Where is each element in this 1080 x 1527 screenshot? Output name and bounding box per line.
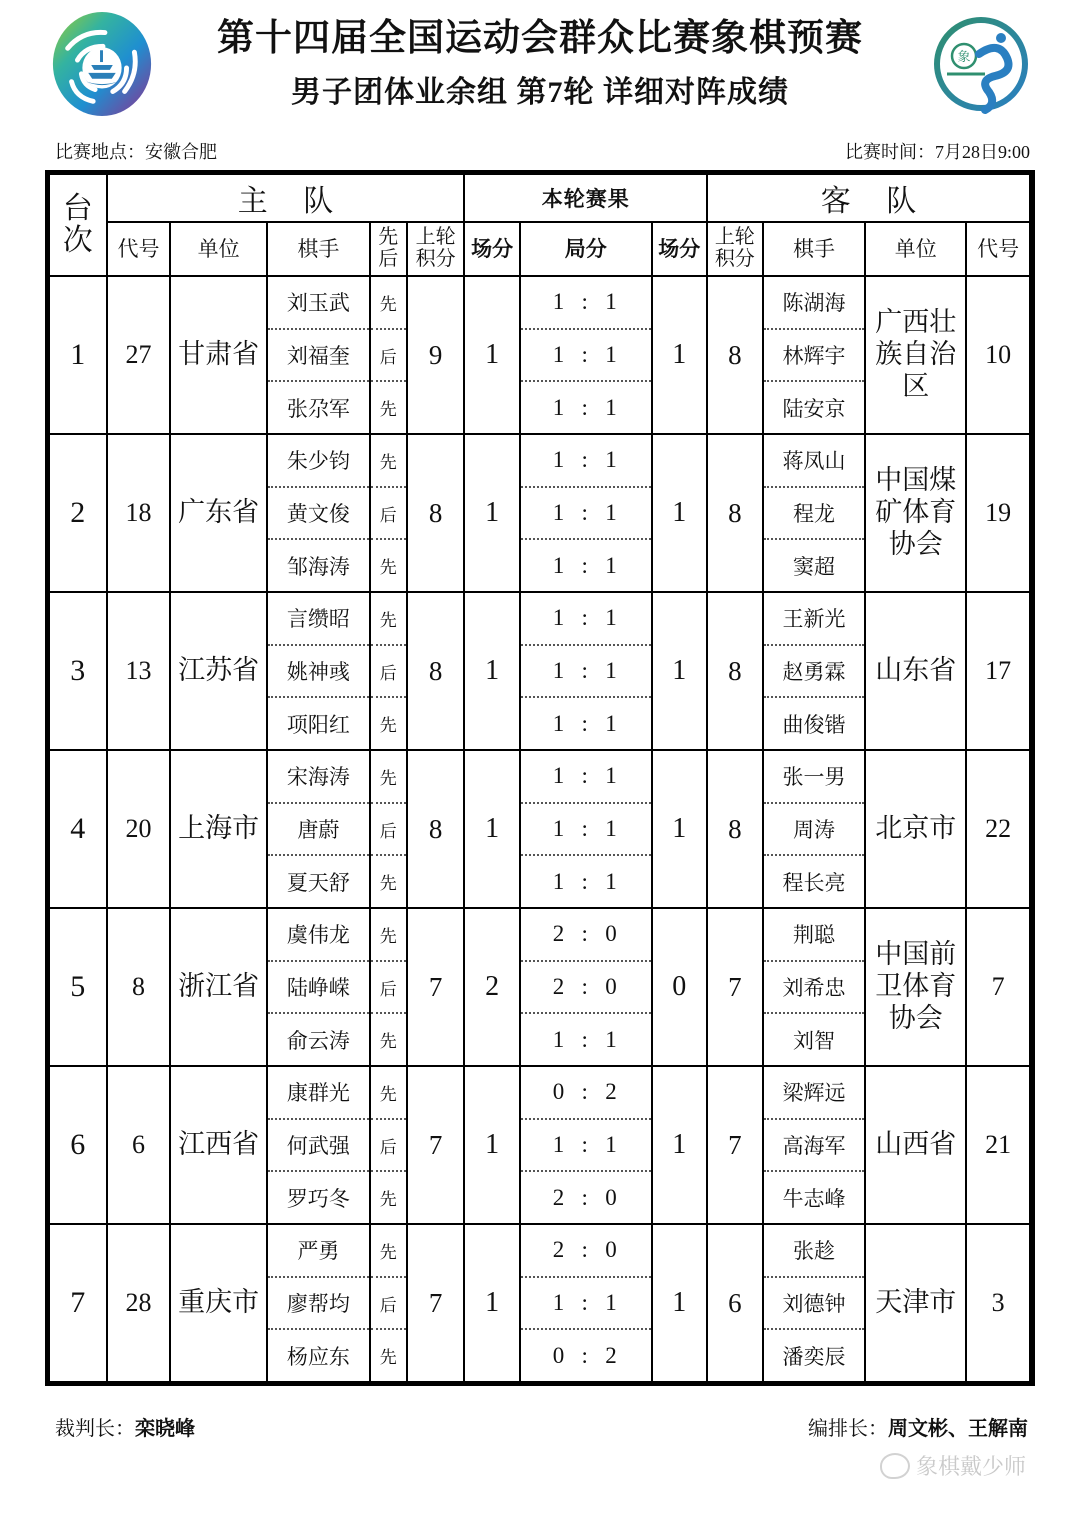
home-team-code: 8 [107, 908, 171, 1066]
results-table [48, 173, 1031, 1383]
home-team-name: 上海市 [170, 750, 267, 908]
home-player-name-cell [267, 276, 370, 434]
game-score-home: 2 [552, 974, 567, 999]
game-score-home: 1 [552, 289, 567, 315]
away-team-code: 3 [966, 1224, 1030, 1382]
game-score-away: 0 [605, 974, 619, 999]
game-score-home: 1 [552, 447, 567, 473]
game-score-home: 1 [552, 1132, 567, 1157]
score-separator: : [581, 1079, 590, 1105]
board-number: 5 [49, 908, 107, 1066]
title-block [45, 0, 1035, 115]
arranger-label: 编排长： [808, 1418, 888, 1440]
game-score-home: 1 [552, 763, 567, 789]
away-player-name: 赵勇霖 [764, 646, 865, 699]
game-score-home: 1 [552, 605, 567, 631]
home-team-code: 28 [107, 1224, 171, 1382]
away-player-name-cell [763, 592, 866, 750]
score-separator: : [581, 1132, 590, 1157]
home-team-code: 13 [107, 592, 171, 750]
arranger-line [808, 1412, 1028, 1441]
home-player-name: 康群光 [268, 1067, 369, 1120]
page-footer [55, 1412, 1030, 1482]
home-player-name-cell [267, 592, 370, 750]
column-header-home-team: 单位 [170, 222, 267, 276]
column-header-game-score: 局分 [520, 222, 652, 276]
away-match-points: 1 [652, 750, 708, 908]
game-score-cell [520, 1066, 652, 1224]
away-team-name: 中国前卫体育协会 [865, 908, 966, 1066]
venue-label: 比赛地点： [55, 142, 145, 162]
time-info [845, 138, 1030, 164]
away-team-name: 山西省 [865, 1066, 966, 1224]
move-order: 后 [371, 646, 406, 699]
game-score-away: 1 [605, 710, 619, 736]
column-header-home-code: 代号 [107, 222, 171, 276]
score-separator: : [581, 763, 590, 789]
away-player-name-cell [763, 276, 866, 434]
move-order: 先 [379, 1190, 397, 1210]
table-row [49, 434, 1030, 592]
move-order: 先 [371, 1225, 406, 1278]
game-score-away: 2 [605, 1342, 619, 1368]
away-player-name-cell [763, 434, 866, 592]
game-score [521, 330, 651, 383]
game-score-away: 1 [605, 289, 619, 315]
game-score [521, 435, 651, 488]
game-score-away: 1 [605, 552, 619, 578]
home-team-name: 重庆市 [170, 1224, 267, 1382]
move-order: 先 [379, 716, 397, 736]
score-separator: : [581, 500, 590, 525]
away-prev-points: 8 [707, 276, 763, 434]
move-order-cell [370, 592, 407, 750]
game-score [521, 856, 651, 907]
column-header-home-prev-points: 上轮积分 [407, 222, 465, 276]
group-header-home: 主 队 [107, 174, 465, 222]
game-score-away: 1 [605, 1132, 619, 1157]
column-header-board [49, 174, 107, 276]
away-team-name: 天津市 [865, 1224, 966, 1382]
game-score [521, 593, 651, 646]
game-score-away: 0 [605, 921, 619, 947]
home-player-name-cell [267, 908, 370, 1066]
game-score-home: 2 [552, 1237, 567, 1263]
away-player-name: 林辉宇 [764, 330, 865, 383]
game-score [521, 1172, 651, 1223]
group-header-result: 本轮赛果 [464, 174, 707, 222]
home-team-code: 20 [107, 750, 171, 908]
score-separator: : [581, 710, 590, 736]
home-player-name: 邹海涛 [286, 554, 350, 579]
column-header-order: 先后 [370, 222, 407, 276]
game-score-home: 1 [552, 394, 567, 420]
move-order: 先 [379, 874, 397, 894]
column-header-away-team: 单位 [865, 222, 966, 276]
table-row [49, 1224, 1030, 1382]
game-score-home: 1 [552, 552, 567, 578]
away-player-name: 牛志峰 [782, 1186, 846, 1211]
away-player-name: 刘希忠 [764, 962, 865, 1015]
home-prev-points: 8 [407, 750, 465, 908]
move-order: 后 [371, 804, 406, 857]
game-score [521, 646, 651, 699]
speech-bubble-icon [880, 1453, 910, 1479]
away-team-code: 21 [966, 1066, 1030, 1224]
away-team-code: 22 [966, 750, 1030, 908]
board-number: 7 [49, 1224, 107, 1382]
column-header-away-player: 棋手 [763, 222, 866, 276]
game-score [521, 1120, 651, 1173]
home-match-points: 1 [464, 592, 520, 750]
score-separator: : [581, 289, 590, 315]
home-player-name: 朱少钧 [268, 435, 369, 488]
home-match-points: 1 [464, 434, 520, 592]
game-score [521, 962, 651, 1015]
board-number: 1 [49, 276, 107, 434]
move-order: 先 [371, 593, 406, 646]
game-score [521, 751, 651, 804]
move-order: 先 [371, 909, 406, 962]
home-player-name: 廖帮均 [268, 1278, 369, 1331]
away-match-points: 1 [652, 592, 708, 750]
board-number: 3 [49, 592, 107, 750]
move-order: 后 [371, 330, 406, 383]
home-match-points: 2 [464, 908, 520, 1066]
home-prev-points: 7 [407, 1066, 465, 1224]
away-prev-points: 8 [707, 592, 763, 750]
away-player-name-cell [763, 750, 866, 908]
game-score-home: 1 [552, 710, 567, 736]
home-prev-points: 8 [407, 434, 465, 592]
game-score-cell [520, 1224, 652, 1382]
home-match-points: 1 [464, 276, 520, 434]
home-prev-points: 7 [407, 908, 465, 1066]
away-player-name-cell [763, 1224, 866, 1382]
game-score-away: 1 [605, 816, 619, 841]
board-number: 2 [49, 434, 107, 592]
score-separator: : [581, 816, 590, 841]
game-score-away: 1 [605, 394, 619, 420]
game-score [521, 1067, 651, 1120]
home-player-name: 项阳红 [286, 712, 350, 737]
home-player-name: 杨应东 [286, 1344, 350, 1369]
score-separator: : [581, 1026, 590, 1052]
table-row [49, 908, 1030, 1066]
away-prev-points: 6 [707, 1224, 763, 1382]
game-score [521, 909, 651, 962]
home-player-name: 宋海涛 [268, 751, 369, 804]
game-score-away: 1 [605, 1026, 619, 1052]
results-table-container [45, 170, 1035, 1386]
home-team-name: 甘肃省 [170, 276, 267, 434]
referee-label: 裁判长： [55, 1418, 135, 1440]
board-number: 6 [49, 1066, 107, 1224]
game-score-home: 2 [552, 921, 567, 947]
away-prev-points: 8 [707, 750, 763, 908]
referee-line [55, 1412, 195, 1441]
away-player-name: 王新光 [764, 593, 865, 646]
away-match-points: 1 [652, 1224, 708, 1382]
column-header-away-match-points: 场分 [652, 222, 708, 276]
home-player-name: 黄文俊 [268, 488, 369, 541]
game-score-home: 1 [552, 342, 567, 367]
game-score-home: 1 [552, 868, 567, 894]
score-separator: : [581, 658, 590, 683]
score-separator: : [581, 1184, 590, 1210]
away-team-code: 7 [966, 908, 1030, 1066]
score-separator: : [581, 974, 590, 999]
home-player-name: 唐蔚 [268, 804, 369, 857]
time-value: 7月28日9:00 [934, 142, 1030, 162]
away-team-name: 中国煤矿体育协会 [865, 434, 966, 592]
table-row [49, 276, 1030, 434]
move-order-cell [370, 434, 407, 592]
score-separator: : [581, 1342, 590, 1368]
home-prev-points: 8 [407, 592, 465, 750]
move-order: 先 [379, 1032, 397, 1052]
move-order-cell [370, 750, 407, 908]
home-player-name-cell [267, 434, 370, 592]
column-header-away-prev-points: 上轮积分 [707, 222, 763, 276]
home-player-name: 刘玉武 [268, 277, 369, 330]
home-match-points: 1 [464, 1066, 520, 1224]
game-score-away: 1 [605, 500, 619, 525]
game-score [521, 1225, 651, 1278]
away-player-name: 张趁 [764, 1225, 865, 1278]
venue-info [55, 138, 217, 164]
game-score-home: 0 [552, 1342, 567, 1368]
home-team-code: 6 [107, 1066, 171, 1224]
move-order: 先 [379, 1348, 397, 1368]
score-separator: : [581, 1237, 590, 1263]
away-team-name: 山东省 [865, 592, 966, 750]
move-order-cell [370, 276, 407, 434]
move-order: 先 [379, 400, 397, 420]
game-score-away: 1 [605, 868, 619, 894]
move-order: 后 [371, 488, 406, 541]
game-score-away: 0 [605, 1237, 619, 1263]
home-player-name-cell [267, 1224, 370, 1382]
move-order: 先 [371, 277, 406, 330]
game-score [521, 804, 651, 857]
venue-value: 安徽合肥 [145, 142, 217, 162]
move-order: 先 [371, 751, 406, 804]
home-team-name: 浙江省 [170, 908, 267, 1066]
game-score-away: 1 [605, 658, 619, 683]
meta-line [55, 138, 1030, 164]
referee-name: 栾晓峰 [135, 1418, 195, 1440]
away-player-name: 陈湖海 [764, 277, 865, 330]
game-score-cell [520, 276, 652, 434]
game-score-home: 1 [552, 1026, 567, 1052]
arranger-name: 周文彬、王解南 [888, 1418, 1028, 1440]
home-player-name: 罗巧冬 [286, 1186, 350, 1211]
game-score [521, 277, 651, 330]
score-separator: : [581, 1290, 590, 1315]
game-score [521, 382, 651, 433]
score-separator: : [581, 921, 590, 947]
game-score [521, 488, 651, 541]
home-player-name-cell [267, 1066, 370, 1224]
home-player-name: 姚神彧 [268, 646, 369, 699]
home-player-name: 夏天舒 [286, 870, 350, 895]
game-score-cell [520, 908, 652, 1066]
score-separator: : [581, 605, 590, 631]
game-score-home: 0 [552, 1079, 567, 1105]
column-header-board-label: 台次 [62, 191, 93, 257]
header-column-row [49, 222, 1030, 276]
table-row [49, 1066, 1030, 1224]
watermark [880, 1450, 1026, 1481]
away-player-name: 高海军 [764, 1120, 865, 1173]
board-number: 4 [49, 750, 107, 908]
home-team-name: 广东省 [170, 434, 267, 592]
game-score-away: 1 [605, 605, 619, 631]
game-score-home: 2 [552, 1184, 567, 1210]
move-order: 后 [371, 1120, 406, 1173]
away-match-points: 1 [652, 1066, 708, 1224]
away-prev-points: 7 [707, 1066, 763, 1224]
away-player-name: 刘德钟 [764, 1278, 865, 1331]
game-score-cell [520, 750, 652, 908]
away-team-code: 17 [966, 592, 1030, 750]
move-order: 先 [371, 435, 406, 488]
away-player-name: 陆安京 [782, 396, 846, 421]
home-player-name-cell [267, 750, 370, 908]
away-player-name: 曲俊锴 [782, 712, 846, 737]
home-player-name: 陆峥嵘 [268, 962, 369, 1015]
away-player-name: 刘智 [792, 1028, 835, 1053]
home-team-code: 18 [107, 434, 171, 592]
home-prev-points: 7 [407, 1224, 465, 1382]
away-team-name: 北京市 [865, 750, 966, 908]
watermark-text: 象棋戴少师 [915, 1454, 1026, 1479]
game-score-home: 1 [552, 500, 567, 525]
away-player-name: 程龙 [764, 488, 865, 541]
game-score-home: 1 [552, 1290, 567, 1315]
away-player-name: 蒋凤山 [764, 435, 865, 488]
column-header-away-code: 代号 [966, 222, 1030, 276]
home-team-name: 江苏省 [170, 592, 267, 750]
page-header [45, 0, 1035, 128]
away-player-name: 潘奕辰 [782, 1344, 846, 1369]
move-order-cell [370, 1224, 407, 1382]
away-player-name: 荆聪 [764, 909, 865, 962]
away-match-points: 0 [652, 908, 708, 1066]
move-order: 后 [371, 1278, 406, 1331]
move-order: 后 [371, 962, 406, 1015]
home-player-name: 俞云涛 [286, 1028, 350, 1053]
home-player-name: 刘福奎 [268, 330, 369, 383]
move-order: 先 [379, 558, 397, 578]
table-row [49, 592, 1030, 750]
home-player-name: 言缵昭 [268, 593, 369, 646]
score-separator: : [581, 394, 590, 420]
game-score-away: 1 [605, 342, 619, 367]
away-team-code: 19 [966, 434, 1030, 592]
away-player-name: 张一男 [764, 751, 865, 804]
game-score-away: 0 [605, 1184, 619, 1210]
home-player-name: 虞伟龙 [268, 909, 369, 962]
away-team-name: 广西壮族自治区 [865, 276, 966, 434]
away-player-name: 梁辉远 [764, 1067, 865, 1120]
game-score-home: 1 [552, 658, 567, 683]
header-group-row [49, 174, 1030, 222]
home-player-name: 何武强 [268, 1120, 369, 1173]
home-match-points: 1 [464, 750, 520, 908]
game-score-away: 1 [605, 447, 619, 473]
group-header-away: 客 队 [707, 174, 1030, 222]
score-separator: : [581, 447, 590, 473]
game-score [521, 1330, 651, 1381]
game-score-away: 1 [605, 763, 619, 789]
away-player-name: 周涛 [764, 804, 865, 857]
time-label: 比赛时间： [844, 142, 935, 162]
column-header-home-match-points: 场分 [464, 222, 520, 276]
game-score [521, 540, 651, 591]
score-separator: : [581, 552, 590, 578]
game-score [521, 1014, 651, 1065]
away-player-name: 程长亮 [782, 870, 846, 895]
game-score-cell [520, 592, 652, 750]
page-title: 第十四届全国运动会群众比赛象棋预赛 [217, 18, 863, 59]
home-player-name: 严勇 [268, 1225, 369, 1278]
away-match-points: 1 [652, 434, 708, 592]
game-score-home: 1 [552, 816, 567, 841]
away-team-code: 10 [966, 276, 1030, 434]
score-separator: : [581, 868, 590, 894]
column-header-home-player: 棋手 [267, 222, 370, 276]
away-player-name-cell [763, 908, 866, 1066]
away-player-name-cell [763, 1066, 866, 1224]
game-score-away: 2 [605, 1079, 619, 1105]
svg-text:象: 象 [957, 49, 971, 64]
game-score [521, 698, 651, 749]
table-body [49, 276, 1030, 1382]
games-emblem-logo [48, 8, 156, 120]
game-score-away: 1 [605, 1290, 619, 1315]
home-team-code: 27 [107, 276, 171, 434]
game-score-cell [520, 434, 652, 592]
away-match-points: 1 [652, 276, 708, 434]
home-team-name: 江西省 [170, 1066, 267, 1224]
page-subtitle: 男子团体业余组 第7轮 详细对阵成绩 [291, 75, 789, 109]
home-prev-points: 9 [407, 276, 465, 434]
score-separator: : [581, 342, 590, 367]
table-head [49, 174, 1030, 276]
game-score [521, 1278, 651, 1331]
away-prev-points: 8 [707, 434, 763, 592]
away-player-name: 窦超 [792, 554, 835, 579]
move-order-cell [370, 1066, 407, 1224]
move-order: 先 [371, 1067, 406, 1120]
home-match-points: 1 [464, 1224, 520, 1382]
table-row [49, 750, 1030, 908]
away-prev-points: 7 [707, 908, 763, 1066]
move-order-cell [370, 908, 407, 1066]
xiangqi-association-logo [929, 12, 1033, 116]
home-player-name: 张尕军 [286, 396, 350, 421]
